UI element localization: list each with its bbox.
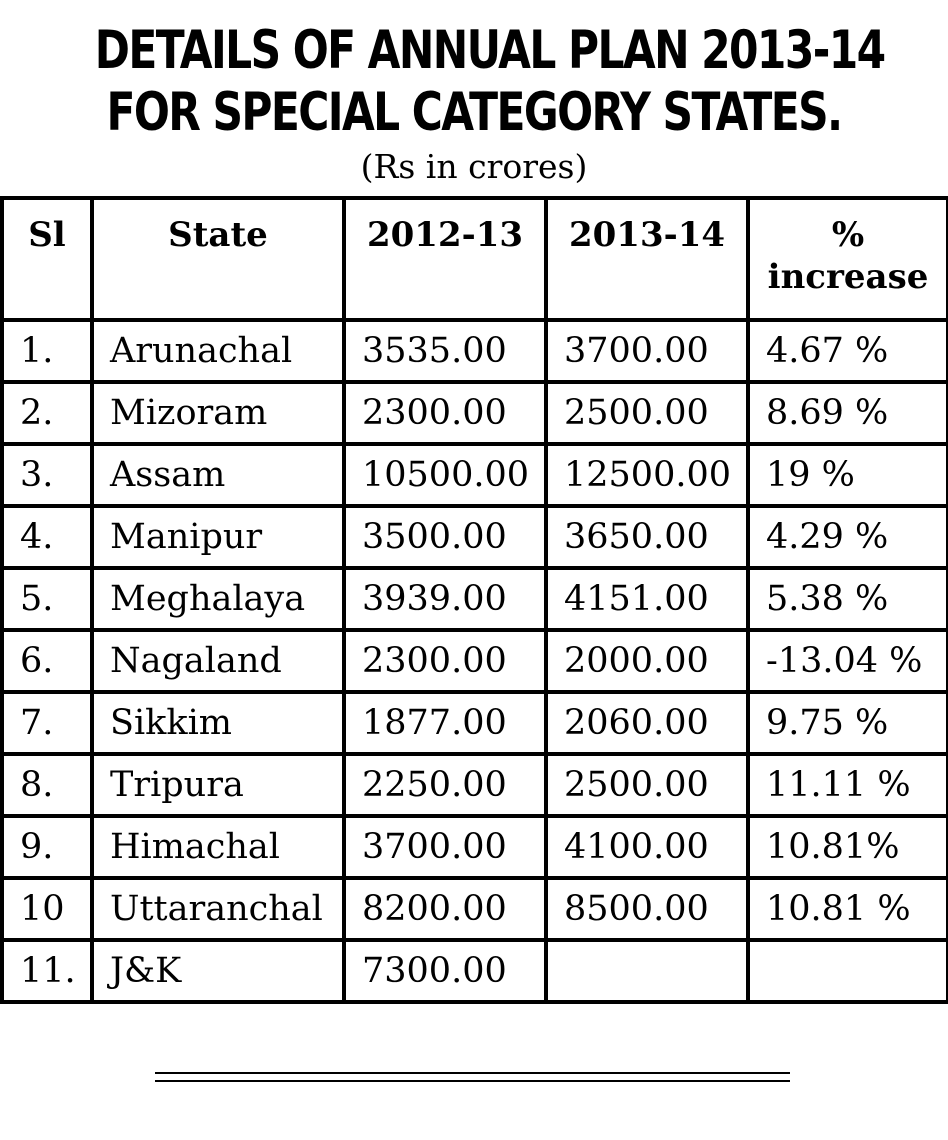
percent-increase-cell: 4.67 % bbox=[748, 320, 948, 382]
sl-cell: 8. bbox=[2, 754, 92, 816]
plan-2013-14-cell: 4100.00 bbox=[546, 816, 748, 878]
percent-increase-cell bbox=[748, 940, 948, 1002]
table-row bbox=[2, 568, 948, 630]
percent-increase-cell: 4.29 % bbox=[748, 506, 948, 568]
percent-increase-cell: 10.81% bbox=[748, 816, 948, 878]
plan-2012-13-cell: 10500.00 bbox=[344, 444, 546, 506]
state-cell: J&K bbox=[92, 940, 344, 1002]
percent-increase-cell: 19 % bbox=[748, 444, 948, 506]
table-row bbox=[2, 630, 948, 692]
table-row bbox=[2, 754, 948, 816]
plan-2013-14-cell: 8500.00 bbox=[546, 878, 748, 940]
table-row bbox=[2, 816, 948, 878]
plan-2013-14-cell: 4151.00 bbox=[546, 568, 748, 630]
plan-2012-13-cell: 3535.00 bbox=[344, 320, 546, 382]
state-cell: Tripura bbox=[92, 754, 344, 816]
percent-increase-cell: 8.69 % bbox=[748, 382, 948, 444]
page-title bbox=[94, 20, 885, 144]
plan-2013-14-cell bbox=[546, 940, 748, 1002]
sl-cell: 3. bbox=[2, 444, 92, 506]
header-2012-13: 2012-13 bbox=[344, 198, 546, 320]
table-row bbox=[2, 382, 948, 444]
state-cell: Mizoram bbox=[92, 382, 344, 444]
plan-2013-14-cell: 2000.00 bbox=[546, 630, 748, 692]
state-cell: Himachal bbox=[92, 816, 344, 878]
percent-increase-cell: 9.75 % bbox=[748, 692, 948, 754]
state-cell: Meghalaya bbox=[92, 568, 344, 630]
plan-2013-14-cell: 3650.00 bbox=[546, 506, 748, 568]
units-subtitle: (Rs in crores) bbox=[360, 147, 588, 186]
plan-2012-13-cell: 1877.00 bbox=[344, 692, 546, 754]
plan-2012-13-cell: 3939.00 bbox=[344, 568, 546, 630]
percent-increase-cell: 10.81 % bbox=[748, 878, 948, 940]
header-sl: Sl bbox=[2, 198, 92, 320]
state-cell: Assam bbox=[92, 444, 344, 506]
plan-2012-13-cell: 2300.00 bbox=[344, 382, 546, 444]
state-cell: Nagaland bbox=[92, 630, 344, 692]
table-row bbox=[2, 444, 948, 506]
header-percent-increase: % increase bbox=[748, 198, 948, 320]
sl-cell: 5. bbox=[2, 568, 92, 630]
header-state: State bbox=[92, 198, 344, 320]
sl-cell: 2. bbox=[2, 382, 92, 444]
sl-cell: 9. bbox=[2, 816, 92, 878]
plan-2013-14-cell: 2500.00 bbox=[546, 382, 748, 444]
sl-cell: 11. bbox=[2, 940, 92, 1002]
plan-2013-14-cell: 3700.00 bbox=[546, 320, 748, 382]
table-row bbox=[2, 320, 948, 382]
state-cell: Manipur bbox=[92, 506, 344, 568]
annual-plan-table bbox=[0, 196, 948, 1004]
state-cell: Uttaranchal bbox=[92, 878, 344, 940]
plan-2012-13-cell: 8200.00 bbox=[344, 878, 546, 940]
plan-2012-13-cell: 2250.00 bbox=[344, 754, 546, 816]
title-line-2: FOR SPECIAL CATEGORY STATES. bbox=[106, 82, 842, 143]
table-row bbox=[2, 878, 948, 940]
sl-cell: 4. bbox=[2, 506, 92, 568]
sl-cell: 1. bbox=[2, 320, 92, 382]
plan-2012-13-cell: 7300.00 bbox=[344, 940, 546, 1002]
percent-increase-cell: -13.04 % bbox=[748, 630, 948, 692]
sl-cell: 7. bbox=[2, 692, 92, 754]
plan-2012-13-cell: 2300.00 bbox=[344, 630, 546, 692]
state-cell: Sikkim bbox=[92, 692, 344, 754]
percent-increase-cell: 5.38 % bbox=[748, 568, 948, 630]
table-row bbox=[2, 692, 948, 754]
plan-2013-14-cell: 2500.00 bbox=[546, 754, 748, 816]
table-header-row bbox=[2, 198, 948, 320]
title-line-1: DETAILS OF ANNUAL PLAN 2013-14 bbox=[94, 20, 885, 81]
table-body bbox=[2, 320, 948, 1002]
percent-increase-cell: 11.11 % bbox=[748, 754, 948, 816]
table-row bbox=[2, 940, 948, 1002]
sl-cell: 6. bbox=[2, 630, 92, 692]
plan-2012-13-cell: 3700.00 bbox=[344, 816, 546, 878]
header-2013-14: 2013-14 bbox=[546, 198, 748, 320]
state-cell: Arunachal bbox=[92, 320, 344, 382]
plan-2012-13-cell: 3500.00 bbox=[344, 506, 546, 568]
table-row bbox=[2, 506, 948, 568]
plan-2013-14-cell: 2060.00 bbox=[546, 692, 748, 754]
bottom-rule-upper bbox=[155, 1072, 790, 1074]
plan-2013-14-cell: 12500.00 bbox=[546, 444, 748, 506]
bottom-rule-lower bbox=[155, 1080, 790, 1082]
sl-cell: 10 bbox=[2, 878, 92, 940]
